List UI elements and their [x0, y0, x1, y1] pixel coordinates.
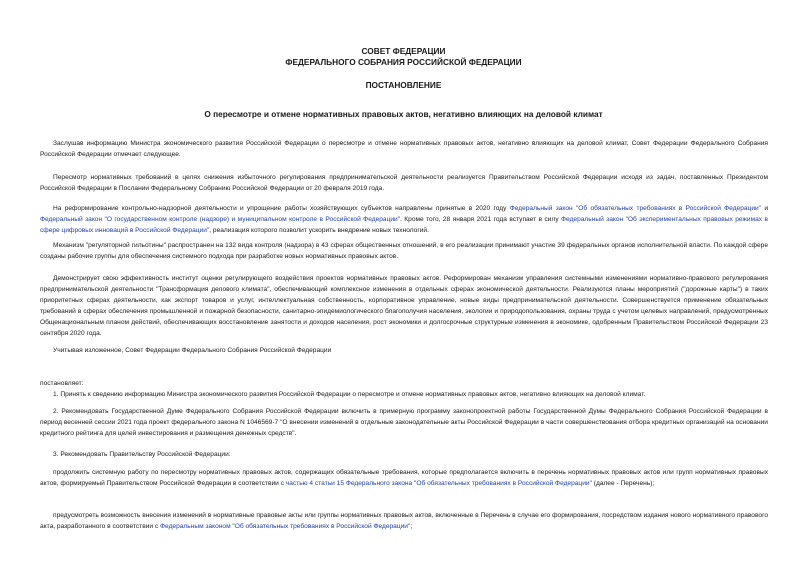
paragraph-item-3-continue [40, 467, 768, 489]
paragraph-laws [40, 203, 768, 236]
paragraph-laws-text-1: На реформирование контрольно-надзорной деятельности и упрощение работы хозяйствующих субъектов направлены принятые в 2020 году [53, 205, 510, 212]
item-3-provide-text-1: предусмотреть возможность внесения изменений в нормативные правовые акты или группы нормативных правовых актов, включенные в Перечень в случае его формирования, посредством издания нового нормативного правового акта, разработанного в соответствии с [40, 512, 768, 530]
law-link-article-15[interactable]: частью 4 статьи 15 Федерального закона "Об обязательных требованиях в Российской Федерации" [285, 480, 592, 487]
org-name-line2: ФЕДЕРАЛЬНОГО СОБРАНИЯ РОССИЙСКОЙ ФЕДЕРАЦИИ [285, 57, 522, 67]
law-link-mandatory-requirements-2[interactable]: Федеральным законом "Об обязательных требованиях в Российской Федерации" [160, 523, 411, 530]
item-3-continue-text-2: (далее - Перечень); [591, 480, 655, 487]
paragraph-intro: Заслушав информацию Министра экономического развития Российской Федерации о пересмотре и отмене нормативных правовых актов, негативно влияющих на деловой климат, Совет Федерации Федерального Собрания Российской Федерации отмечает следующее. [40, 140, 768, 158]
paragraph-laws-text-4: , реализация которого позволит ускорить внедрение новых технологий. [209, 227, 429, 234]
document-type: ПОСТАНОВЛЕНИЕ [365, 80, 442, 90]
law-link-mandatory-requirements[interactable]: Федеральный закон "Об обязательных требованиях в Российской Федерации" [509, 205, 762, 212]
paragraph-guillotine: Механизм "регуляторной гильотины" распространен на 132 вида контроля (надзора) в 43 сферах общественных отношений, в его реализации принимают участие 39 федеральных органов исполнительной власти. По каждой сфере созданы рабочие группы для обеспечения системного подхода при разработке новых нормативных правовых актов. [40, 242, 768, 260]
law-link-state-control[interactable]: Федеральный закон "О государственном контроле (надзоре) и муниципальном контроле в Российской Федерации" [40, 216, 401, 223]
item-3-provide-text-2: ; [410, 523, 413, 530]
document-title: О пересмотре и отмене нормативных правовых актов, негативно влияющих на деловой климат [204, 109, 603, 119]
paragraph-review: Пересмотр нормативных требований в целях снижения избыточного регулирования предпринимательской деятельности реализуется Правительством Российской Федерации исходя из задач, поставленных Президентом Российской Федерации в Послании Федеральному Собранию Российской Федерации от 20 февраля 2019 года. [40, 174, 768, 192]
paragraph-laws-text-3: . Кроме того, 28 января 2021 года вступает в силу [400, 216, 562, 223]
paragraph-resolves: постановляет: [40, 380, 84, 387]
org-name-line1: СОВЕТ ФЕДЕРАЦИИ [361, 46, 446, 56]
paragraph-item-1: 1. Принять к сведению информацию Министра экономического развития Российской Федерации о пересмотре и отмене нормативных правовых актов, негативно влияющих на деловой климат. [53, 391, 646, 398]
paragraph-assessment: Демонстрирует свою эффективность институт оценки регулирующего воздействия проектов нормативных правовых актов. Реформирован механизм управления системными изменениями нормативно-правового регулирования предпринимательской деятельности "Трансформация делового климата", обеспечивающий комплексное изменения в отдельных сферах экономической деятельности. Реализуются планы мероприятий ("дорожные карты") в таких приоритетных сферах деятельности, как экспорт товаров и услуг, интеллектуальная собственность, корпоративное управление, новые виды предпринимательской деятельности. Совершенствуется применение обязательных требований в сферах обеспечения промышленной и пожарной безопасности, санитарно-эпидемиологического благополучия населения, экологии и природопользования, охраны труда с учетом целевых направлений, предусмотренных Общенациональным планом действий, обеспечивающих восстановление занятости и доходов населения, рост экономики и долгосрочные структурные изменения в экономике, одобренным Правительством Российской Федерации 23 сентября 2020 года. [40, 275, 768, 337]
paragraph-considering: Учитывая изложенное, Совет Федерации Федерального Собрания Российской Федерации [53, 347, 332, 354]
law-link-experimental-regimes[interactable]: Федеральный закон "Об экспериментальных правовых режимах в сфере цифровых инноваций в Российской Федерации" [40, 216, 769, 234]
paragraph-laws-text-2: и [761, 205, 769, 212]
item-3-continue-text-1: продолжить системную работу по пересмотру нормативных правовых актов, содержащих обязательные требования, которые предполагается включить в перечень нормативных правовых актов или групп нормативных правовых актов, формируемый Правительством Российской Федерации в соответствии с [40, 469, 768, 487]
paragraph-item-3: 3. Рекомендовать Правительству Российской Федерации: [53, 451, 231, 458]
paragraph-item-2: 2. Рекомендовать Государственной Думе Федерального Собрания Российской Федерации включить в примерную программу законопроектной работы Государственной Думы Федерального Собрания Российской Федерации в период весенней сессии 2021 года проект федерального закона N 1046569-7 "О внесении изменений в отдельные законодательные акты Российской Федерации в части совершенствования отбора кредитных организаций на основании кредитного рейтинга для целей инвестирования и размещения денежных средств". [40, 408, 768, 437]
paragraph-item-3-provide [40, 510, 768, 532]
